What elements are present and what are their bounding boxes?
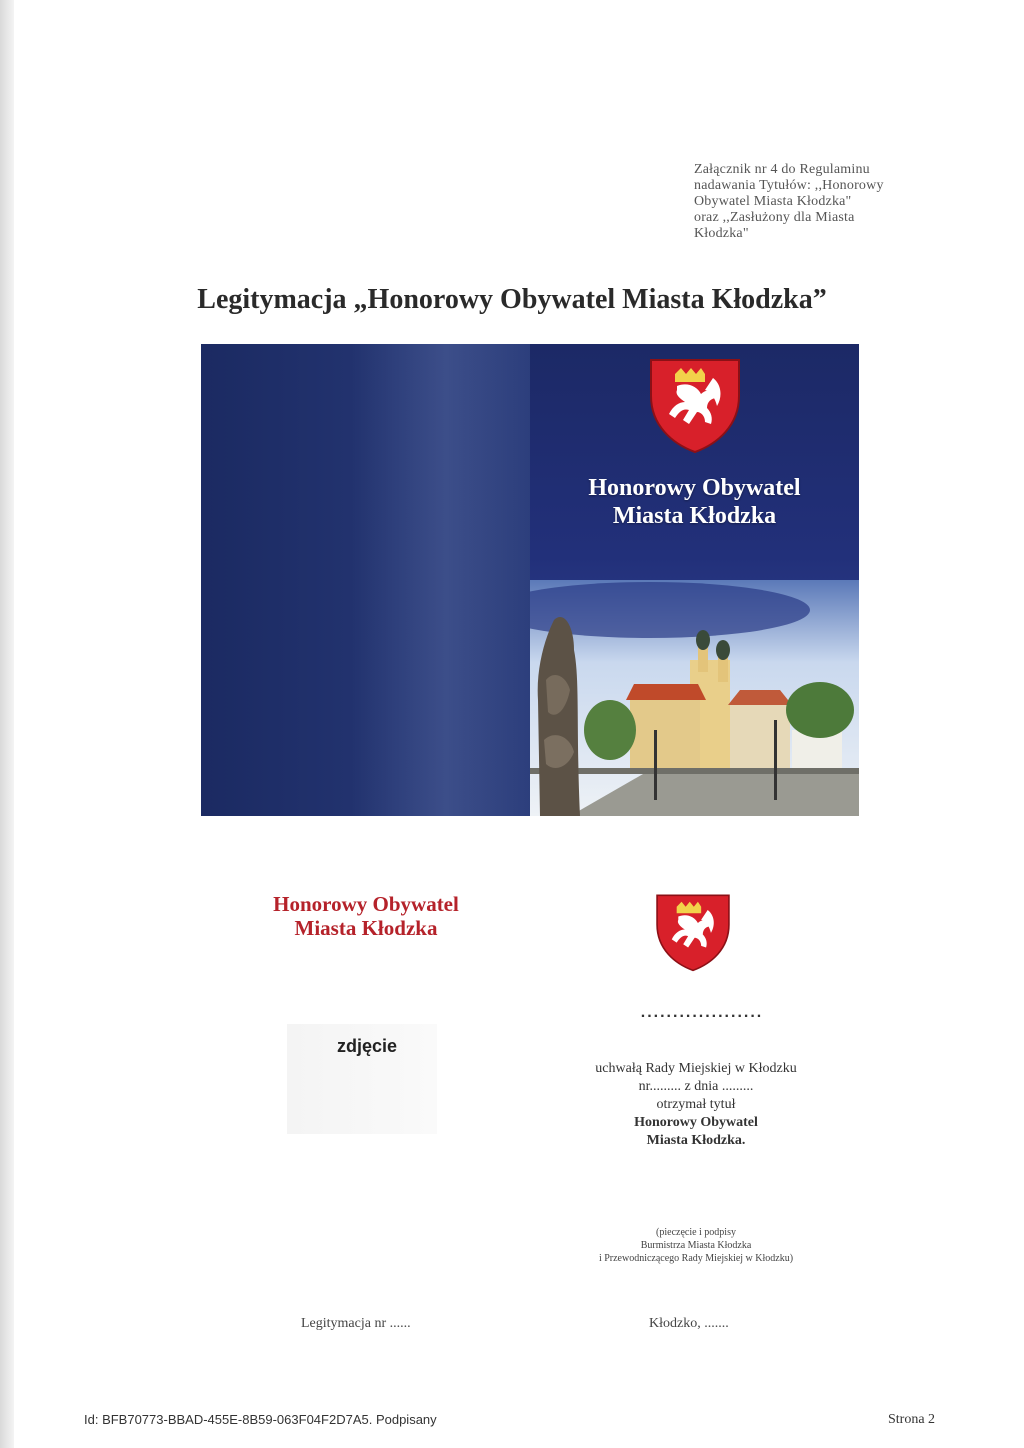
scan-edge [0,0,14,1448]
cover-title [530,474,859,530]
cover-back-panel [201,344,530,816]
town-photo [530,580,859,816]
footer-page-number: Strona 2 [888,1412,936,1427]
place-date: Kłodzko, ....... [649,1316,729,1331]
id-number: Legitymacja nr ...... [301,1316,411,1331]
resolution-text [551,1060,841,1150]
cover-title-line: Miasta Kłodzka [612,503,777,529]
id-card-cover [201,344,859,816]
klodzko-coat-of-arms-icon [653,892,733,972]
resolution-line: nr......... z dnia ......... [638,1079,754,1094]
cover-sheen [351,344,541,816]
signature-line: Burmistrza Miasta Kłodzka [640,1240,752,1251]
annex-line: Kłodzka" [694,226,749,241]
inner-title [201,892,531,940]
annex-line: nadawania Tytułów: ,,Honorowy [694,178,884,193]
annex-line: Załącznik nr 4 do Regulaminu [694,162,870,177]
id-card-inside [201,876,859,1331]
resolution-line: Miasta Kłodzka. [646,1133,746,1148]
photo-label: zdjęcie [337,1036,398,1056]
document-title: Legitymacja „Honorowy Obywatel Miasta Kłodzka” [197,284,827,315]
holder-name-field: ................... [640,1004,764,1021]
footer-document-id: Id: BFB70773-BBAD-455E-8B59-063F04F2D7A5. Podpisany [84,1412,437,1427]
signature-note [551,1226,841,1265]
inner-title-line: Honorowy Obywatel [273,892,459,916]
annex-line: oraz ,,Zasłużony dla Miasta [694,210,855,225]
resolution-line: Honorowy Obywatel [634,1115,758,1130]
annex-line: Obywatel Miasta Kłodzka" [694,194,852,209]
inner-title-line: Miasta Kłodzka [294,916,438,940]
signature-line: i Przewodniczącego Rady Miejskiej w Kłodzku) [598,1253,794,1264]
resolution-line: uchwałą Rady Miejskiej w Kłodzku [595,1061,797,1076]
signature-line: (pieczęcie i podpisy [656,1227,736,1238]
cover-title-line: Honorowy Obywatel [588,475,801,501]
annex-note [694,162,934,242]
resolution-line: otrzymał tytuł [656,1097,736,1112]
klodzko-coat-of-arms-icon [647,356,743,454]
